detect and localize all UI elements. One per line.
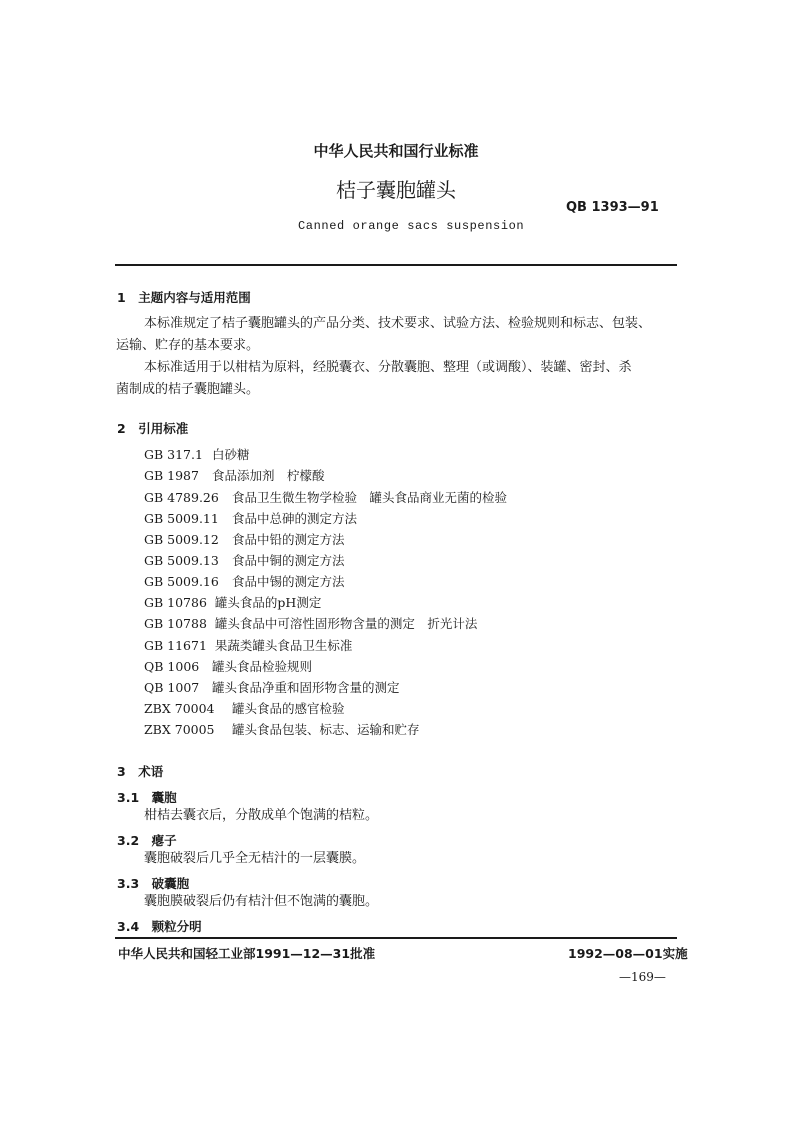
industry-standard-title: 中华人民共和国行业标准 [313,142,479,160]
term-3-4-heading: 3.4 颗粒分明 [117,919,202,934]
reference-code: QB 1006 [144,659,200,674]
reference-code: GB 5009.13 [144,553,219,568]
term-3-3-text: 囊胞膜破裂后仍有桔汁但不饱满的囊胞。 [144,894,379,909]
reference-name: 白砂糖 [212,447,250,462]
reference-standard [144,509,357,527]
document-title-en: Canned orange sacs suspension [298,219,525,233]
reference-code: ZBX 70004 [144,701,215,716]
page-number: —169— [619,970,666,984]
reference-code: GB 5009.11 [144,511,219,526]
reference-name: 食品添加剂 柠檬酸 [212,468,325,483]
term-3-1-heading: 3.1 囊胞 [117,790,177,805]
reference-name: 罐头食品的pH测定 [214,595,322,610]
document-title-cn: 桔子囊胞罐头 [336,178,456,202]
reference-name: 罐头食品包装、标志、运输和贮存 [232,722,420,737]
reference-code: GB 5009.16 [144,574,219,589]
reference-name: 罐头食品的感官检验 [232,701,345,716]
section-1-p1-line1: 本标准规定了桔子囊胞罐头的产品分类、技术要求、试验方法、检验规则和标志、包装、 [144,316,652,331]
reference-code: ZBX 70005 [144,722,215,737]
reference-code: GB 317.1 [144,447,203,462]
section-2-heading: 2 引用标准 [117,421,189,436]
reference-standard [144,445,250,463]
section-1-p2-line2: 菌制成的桔子囊胞罐头。 [116,382,260,397]
reference-code: QB 1007 [144,680,200,695]
term-3-1-text: 柑桔去囊衣后，分散成单个饱满的桔粒。 [144,808,379,823]
section-1-p1-line2: 运输、贮存的基本要求。 [116,338,260,353]
reference-standard [144,720,420,738]
reference-name: 食品中铜的测定方法 [232,553,345,568]
reference-name: 食品中铅的测定方法 [232,532,345,547]
section-3-heading: 3 术语 [117,764,164,779]
term-3-2-heading: 3.2 瘪子 [117,833,177,848]
reference-standard [144,657,312,675]
section-1-p2-line1: 本标准适用于以柑桔为原料，经脱囊衣、分散囊胞、整理（或调酸）、装罐、密封、杀 [144,360,632,375]
reference-standard [144,699,345,717]
header-divider [115,264,677,266]
reference-standard [144,614,477,632]
reference-code: GB 11671 [144,638,207,653]
reference-standard [144,593,321,611]
section-1-heading: 1 主题内容与适用范围 [117,290,251,305]
reference-standard [144,636,352,654]
reference-name: 罐头食品检验规则 [212,659,313,674]
reference-code: GB 10786 [144,595,207,610]
approval-line: 中华人民共和国轻工业部1991—12—31批准 [118,946,376,961]
footer-divider [115,937,677,939]
reference-name: 食品中总砷的测定方法 [232,511,358,526]
reference-name: 罐头食品净重和固形物含量的测定 [212,680,400,695]
reference-code: GB 1987 [144,468,199,483]
reference-name: 罐头食品中可溶性固形物含量的测定 折光计法 [214,616,478,631]
term-3-2-text: 囊胞破裂后几乎全无桔汁的一层囊膜。 [144,851,366,866]
reference-name: 食品中锡的测定方法 [232,574,345,589]
reference-name: 果蔬类罐头食品卫生标准 [214,638,353,653]
term-3-3-heading: 3.3 破囊胞 [117,876,190,891]
reference-standard [144,488,507,506]
reference-code: GB 10788 [144,616,207,631]
standard-code: QB 1393—91 [566,200,659,215]
reference-name: 食品卫生微生物学检验 罐头食品商业无菌的检验 [232,490,508,505]
reference-code: GB 5009.12 [144,532,219,547]
reference-standard [144,466,325,484]
effective-date: 1992—08—01实施 [568,946,688,961]
reference-standard [144,551,345,569]
reference-standard [144,572,345,590]
reference-standard [144,530,345,548]
reference-standard [144,678,400,696]
reference-code: GB 4789.26 [144,490,219,505]
